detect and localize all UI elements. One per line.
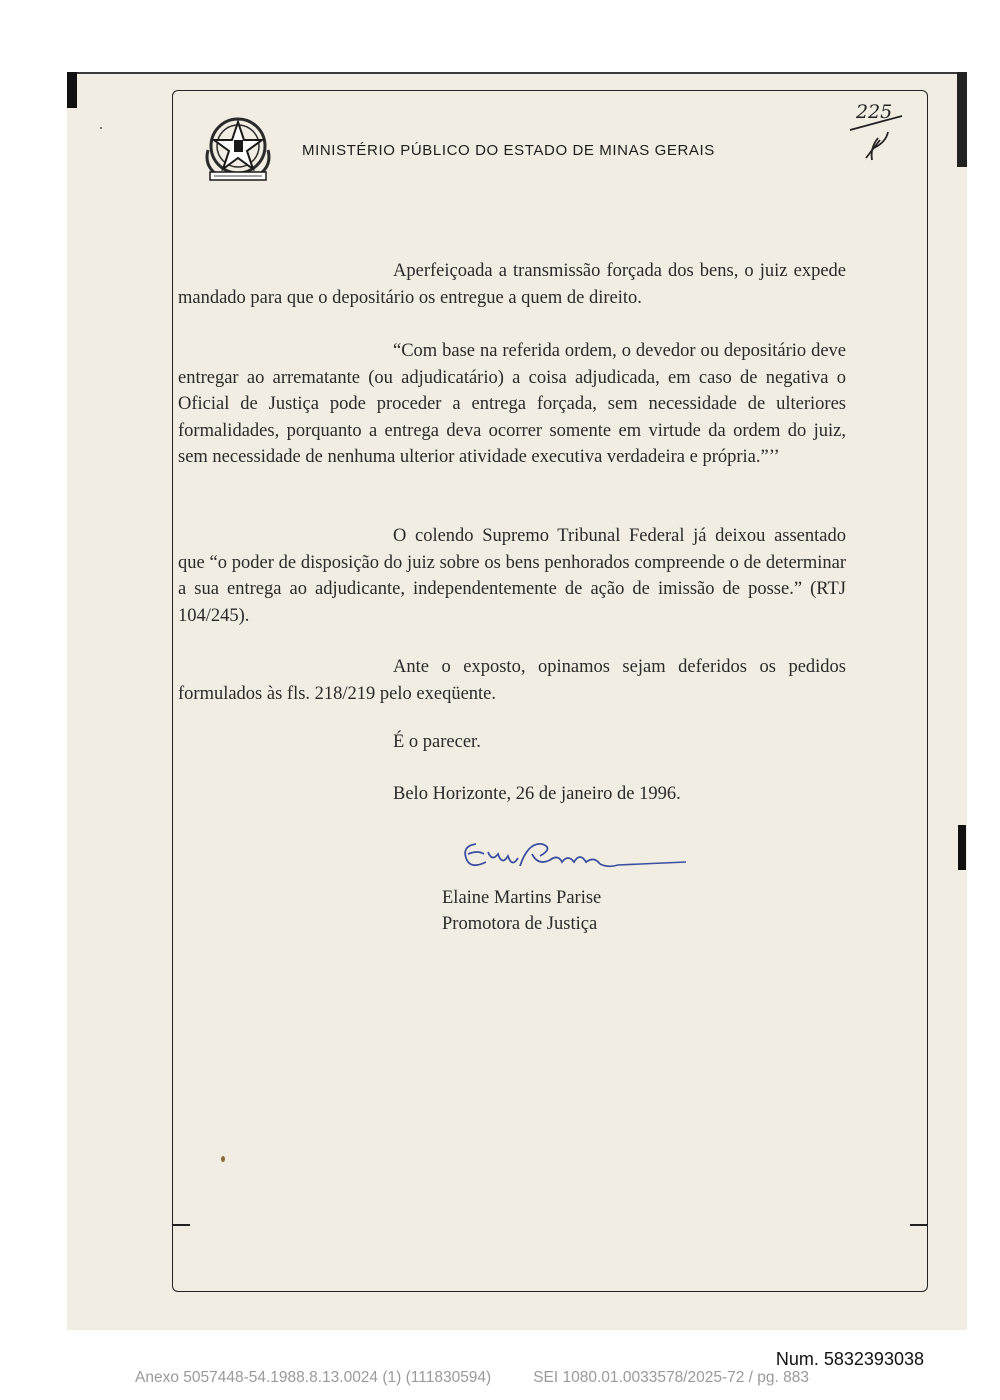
place-date-line: Belo Horizonte, 26 de janeiro de 1996.	[393, 784, 681, 804]
scan-edge-mark	[958, 825, 966, 870]
scan-edge-shadow	[957, 72, 967, 167]
frame-tick-left	[172, 1224, 190, 1226]
closing-line: É o parecer.	[393, 732, 481, 752]
paragraph-2: “Com base na referida ordem, o devedor ou depositário deve entregar ao arrematante (ou adjudicatário) a coisa adjudicada, em caso de negativa o Oficial de Justiça pode proceder a entrega forçada, sem necessidade de ulteriores formalidades, porquanto a entrega deva ocorrer somente em virtude da ordem do juiz, sem necessidade de nenhuma ulterior atividade executiva verdadeira e própria.”’’	[178, 341, 846, 467]
signer-title: Promotora de Justiça	[442, 914, 598, 934]
paragraph-3: O colendo Supremo Tribunal Federal já deixou assentado que “o poder de disposição do juiz sobre os bens penhorados compreende o de determinar a sua entrega ao adjudicante, independentemente de ação de imissão de posse.” (RTJ 104/245).	[178, 526, 846, 626]
footer-reference	[135, 1369, 809, 1387]
scan-speck	[221, 1156, 225, 1162]
signer-name: Elaine Martins Parise	[442, 888, 602, 908]
paragraph-1: Aperfeiçoada a transmissão forçada dos bens, o juiz expede mandado para que o depositário os entregue a quem de direito.	[178, 261, 846, 308]
handwritten-page-number-text: 225	[856, 101, 893, 123]
handwritten-signature	[458, 832, 693, 877]
sei-reference: SEI 1080.01.0033578/2025-72 / pg. 883	[533, 1369, 810, 1386]
handwritten-page-number	[842, 98, 912, 170]
annex-reference: Anexo 5057448-54.1988.8.13.0024 (1) (111830594)	[135, 1369, 492, 1386]
minas-gerais-coat-of-arms-icon	[198, 110, 278, 190]
document-number: Num. 5832393038	[775, 1349, 924, 1369]
paragraph-4: Ante o exposto, opinamos sejam deferidos os pedidos formulados às fls. 218/219 pelo exeqüente.	[178, 657, 846, 704]
frame-tick-right	[910, 1224, 928, 1226]
scan-edge-shadow	[67, 72, 77, 108]
institution-header: MINISTÉRIO PÚBLICO DO ESTADO DE MINAS GERAIS	[302, 142, 715, 159]
scan-speck	[100, 127, 102, 129]
